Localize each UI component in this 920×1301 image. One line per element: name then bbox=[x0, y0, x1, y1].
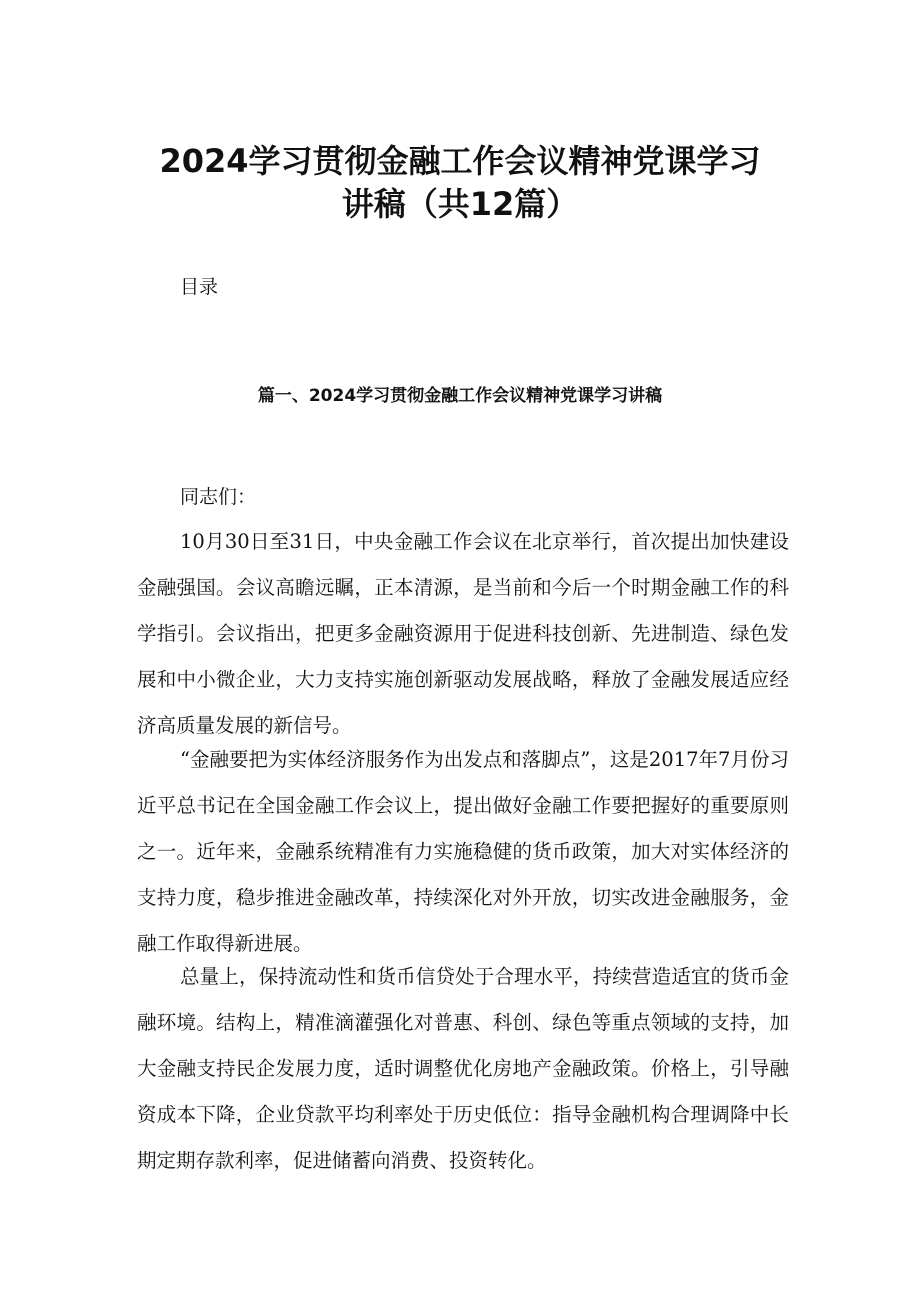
salutation: 同志们： bbox=[180, 486, 257, 508]
body-paragraph: “金融要把为实体经济服务作为出发点和落脚点”，这是2017年7月份习近平总书记在全国金融工作会议上，提出做好金融工作要把握好的重要原则之一。近年来，金融系统精准有力实施稳健的货币政策，加大对实体经济的支持力度，稳步推进金融改革，持续深化对外开放，切实改进金融服务，金融工作取得新进展。 bbox=[137, 748, 789, 955]
document-title-line-1: 2024学习贯彻金融工作会议精神党课学习 bbox=[159, 142, 761, 180]
table-of-contents-label: 目录 bbox=[180, 276, 219, 298]
body-paragraph: 总量上，保持流动性和货币信贷处于合理水平，持续营造适宜的货币金融环境。结构上，精准滴灌强化对普惠、科创、绿色等重点领域的支持，加大金融支持民企发展力度，适时调整优化房地产金融政策。价格上，引导融资成本下降，企业贷款平均利率处于历史低位：指导金融机构合理调降中长期定期存款利率，促进储蓄向消费、投资转化。 bbox=[137, 965, 789, 1172]
document-title-line-2: 讲稿（共12篇） bbox=[341, 185, 579, 223]
body-paragraph: 10月30日至31日，中央金融工作会议在北京举行，首次提出加快建设金融强国。会议高瞻远瞩，正本清源，是当前和今后一个时期金融工作的科学指引。会议指出，把更多金融资源用于促进科技创新、先进制造、绿色发展和中小微企业，大力支持实施创新驱动发展战略，释放了金融发展适应经济高质量发展的新信号。 bbox=[137, 530, 789, 737]
chapter-title: 篇一、2024学习贯彻金融工作会议精神党课学习讲稿 bbox=[257, 386, 663, 406]
